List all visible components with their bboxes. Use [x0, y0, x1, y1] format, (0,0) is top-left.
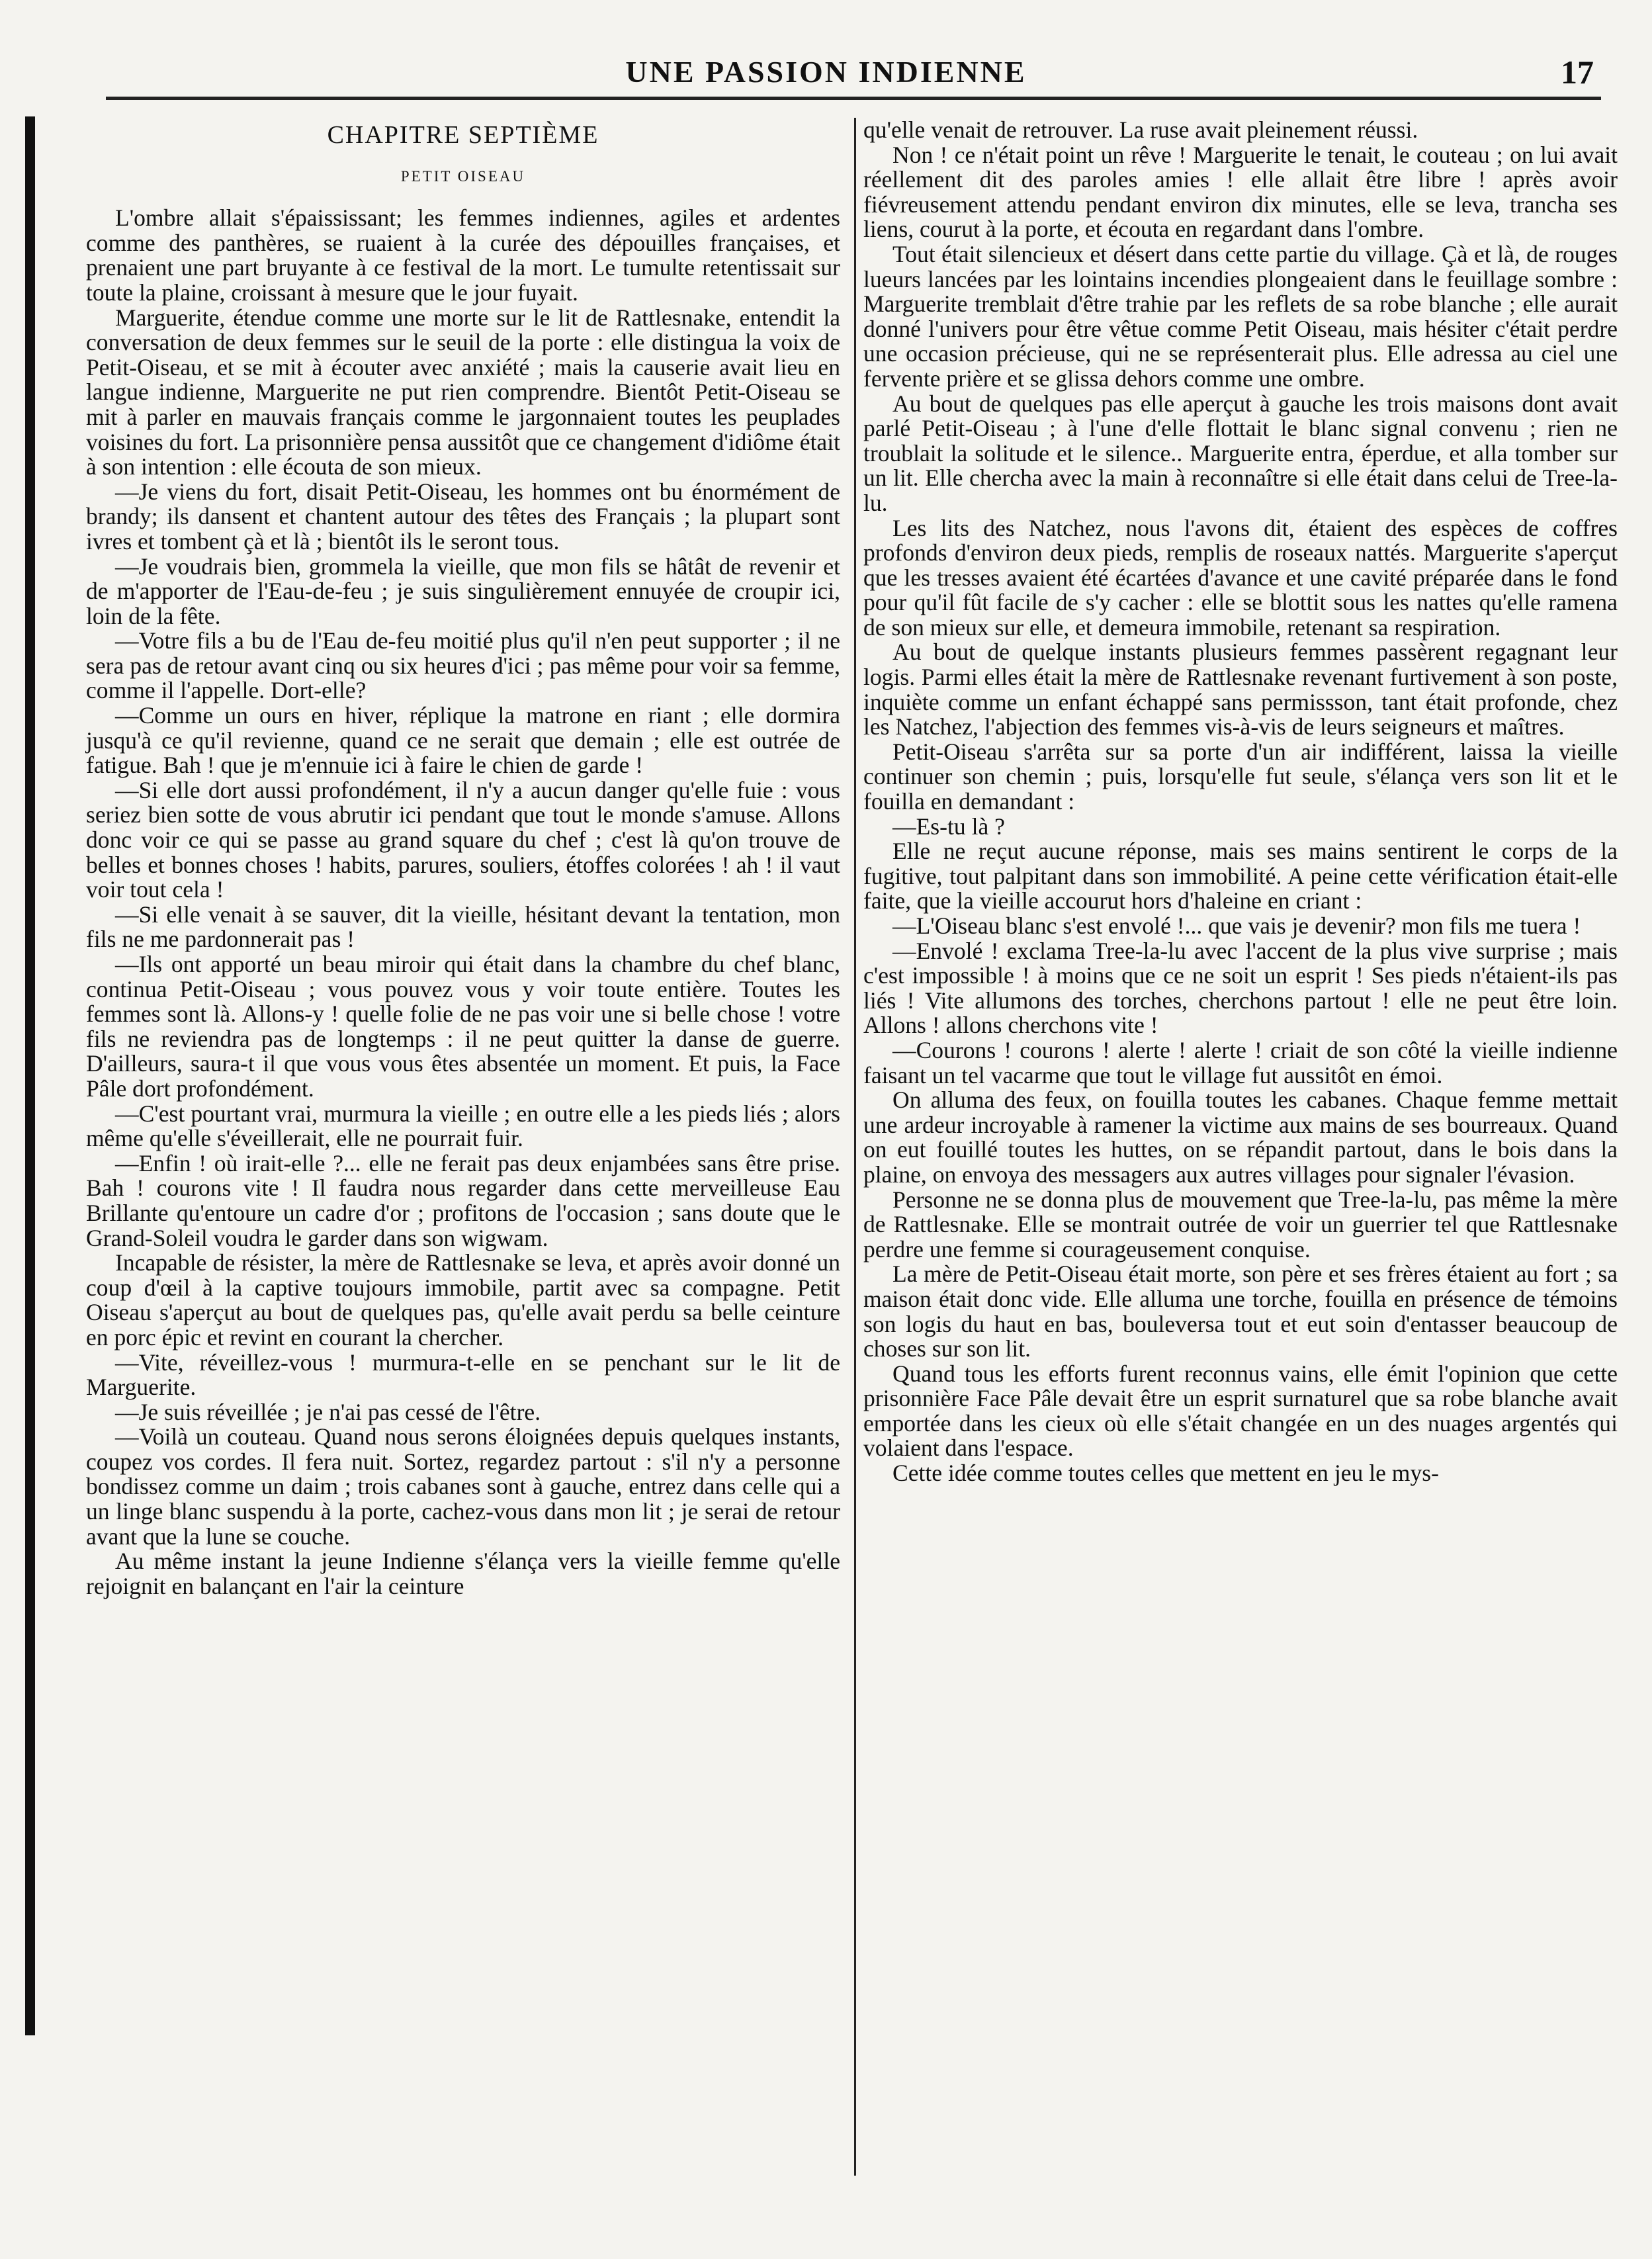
paragraph: L'ombre allait s'épaississant; les femmes indiennes, agiles et ardentes comme des panthères, se ruaient à la curée des dépouilles françaises, et prenaient une part bruyante à ce festival de la mort. Le tumulte retentissait sur toute la plaine, croissant à mesure que le jour fuyait. — [86, 204, 840, 306]
paragraph: —Courons ! courons ! alerte ! alerte ! criait de son côté la vieille indienne faisant un tel vacarme que tout le village fut aussitôt en émoi. — [863, 1036, 1618, 1088]
paragraph: Non ! ce n'était point un rêve ! Marguerite le tenait, le couteau ; on lui avait réellement dit des paroles amies ! elle allait être libre ! après avoir fiévreusement attendu pendant environ dix minutes, elle se leva, trancha ses liens, courut à la porte, et écouta en regardant dans l'ombre. — [863, 141, 1618, 243]
paragraph: On alluma des feux, on fouilla toutes les cabanes. Chaque femme mettait une ardeur incroyable à ramener la victime aux mains de ses bourreaux. Quand on eut fouillé toutes les huttes, on se répandit partout, dans le bois dans la plaine, on envoya des messagers aux autres villages pour signaler l'évasion. — [863, 1086, 1618, 1188]
paragraph: Au même instant la jeune Indienne s'élança vers la vieille femme qu'elle rejoignit en balançant en l'air la ceinture — [86, 1548, 840, 1599]
paragraph: Les lits des Natchez, nous l'avons dit, étaient des espèces de coffres profonds d'environ deux pieds, remplis de roseaux nattés. Marguerite s'aperçut que les tresses avaient été écartées d'avance et une cavité préparée dans le fond pour qu'il fût facile de s'y cacher : elle se blottit sous les nattes qu'elle ramena de son mieux sur elle, et demeura immobile, retenant sa respiration. — [863, 514, 1618, 641]
paragraph: Tout était silencieux et désert dans cette partie du village. Çà et là, de rouges lueurs lancées par les lointains incendies plongeaient dans le feuillage sombre : Marguerite tremblait d'être trahie par les reflets de sa robe blanche ; elle aurait donné l'univers pour être vêtue comme Petit Oiseau, mais hésiter c'était perdre une occasion précieuse, qui ne se représenterait plus. Elle adressa au ciel une fervente prière et se glissa dehors comme une ombre. — [863, 240, 1618, 392]
paragraph: —Je suis réveillée ; je n'ai pas cessé de l'être. — [115, 1398, 541, 1425]
paragraph: Cette idée comme toutes celles que mettent en jeu le mys- — [892, 1460, 1439, 1487]
paragraph: —Si elle dort aussi profondément, il n'y a aucun danger qu'elle fuie : vous seriez bien sotte de vous abrutir ici pendant que tout le monde s'amuse. Allons donc voir ce qui se passe au grand square du chef ; c'est là qu'on trouve de belles et bonnes choses ! habits, parures, souliers, étoffes colorées ! ah ! il vaut voir tout cela ! — [86, 776, 840, 903]
paragraph: —Je viens du fort, disait Petit-Oiseau, les hommes ont bu énormément de brandy; ils dansent et chantent autour des têtes des Français ; la plupart sont ivres et tombent çà et là ; bientôt ils le seront tous. — [86, 478, 840, 554]
paragraph: —C'est pourtant vrai, murmura la vieille ; en outre elle a les pieds liés ; alors même qu'elle s'éveillerait, elle ne pourrait fuir. — [86, 1100, 840, 1152]
paragraph: Petit-Oiseau s'arrêta sur sa porte d'un air indifférent, laissa la vieille continuer son chemin ; puis, lorsqu'elle fut seule, s'élança vers son lit et le fouilla en demandant : — [863, 738, 1618, 815]
paragraph: —Votre fils a bu de l'Eau de-feu moitié plus qu'il n'en peut supporter ; il ne sera pas de retour avant cinq ou six heures d'ici ; pas même pour voir sa femme, comme il l'appelle. Dort-elle? — [86, 627, 840, 704]
paragraph: —Enfin ! où irait-elle ?... elle ne ferait pas deux enjambées sans être prise. Bah ! courons vite ! Il faudra nous regarder dans cette merveilleuse Eau Brillante qu'entoure un cadre d'or ; profitons de l'occasion ; sans doute que le Grand-Soleil voudra le garder dans son wigwam. — [86, 1149, 840, 1251]
paragraph: La mère de Petit-Oiseau était morte, son père et ses frères étaient au fort ; sa maison était donc vide. Elle alluma une torche, fouilla en présence de témoins son logis du haut en bas, bouleversa tout et eut soin d'entasser beaucoup de choses sur son lit. — [863, 1261, 1618, 1362]
paragraph: —Ils ont apporté un beau miroir qui était dans la chambre du chef blanc, continua Petit-Oiseau ; vous pouvez vous y voir toute entière. Toutes les femmes sont là. Allons-y ! quelle folie de ne pas voir une si belle chose ! votre fils ne reviendra pas de longtemps : il ne peut quitter la danse de guerre. D'ailleurs, saura-t il que vous vous êtes absentée un moment. Et puis, la Face Pâle dort profondément. — [86, 951, 840, 1102]
margin-bar — [25, 116, 35, 2035]
paragraph: Elle ne reçut aucune réponse, mais ses mains sentirent le corps de la fugitive, tout palpitant dans son immobilité. A peine cette vérification était-elle faite, que la vieille accourut hors d'haleine en criant : — [863, 838, 1618, 914]
paragraph: Incapable de résister, la mère de Rattlesnake se leva, et après avoir donné un coup d'œil à la captive toujours immobile, partit avec sa compagne. Petit Oiseau s'aperçut au bout de quelques pas, qu'elle avait perdu sa belle ceinture en porc épic et revint en courant la chercher. — [86, 1249, 840, 1351]
paragraph: —Si elle venait à se sauver, dit la vieille, hésitant devant la tentation, mon fils ne me pardonnerait pas ! — [86, 901, 840, 953]
left-column — [86, 118, 840, 1599]
chapter-subtitle: PETIT OISEAU — [400, 167, 526, 185]
column-divider — [854, 118, 856, 2176]
paragraph: —Comme un ours en hiver, réplique la matrone en riant ; elle dormira jusqu'à ce qu'il revienne, quand ce ne serait que demain ; elle est outrée de fatigue. Bah ! que je m'ennuie ici à faire le chien de garde ! — [86, 702, 840, 779]
paragraph-continued: qu'elle venait de retrouver. La ruse avait pleinement réussi. — [863, 116, 1418, 143]
page-number: 17 — [1561, 54, 1594, 91]
paragraph: Personne ne se donna plus de mouvement que Tree-la-lu, pas même la mère de Rattlesnake. Elle se montrait outrée de voir un guerrier tel que Rattlesnake perdre une femme si courageusement conquise. — [863, 1186, 1618, 1262]
paragraph: Marguerite, étendue comme une morte sur le lit de Rattlesnake, entendit la conversation de deux femmes sur le seuil de la porte : elle distingua la voix de Petit-Oiseau, et se mit à écouter avec anxiété ; mais la causerie avait lieu en langue indienne, Marguerite ne put rien comprendre. Bientôt Petit-Oiseau se mit à parler en mauvais français comme le jargonnaient toutes les peuplades voisines du fort. La prisonnière pensa aussitôt que ce changement d'idiôme était à son intention : elle écouta de son mieux. — [86, 304, 840, 480]
paragraph: —Es-tu là ? — [892, 813, 1005, 840]
header-rule — [106, 97, 1601, 100]
paragraph: Au bout de quelques pas elle aperçut à gauche les trois maisons dont avait parlé Petit-Oiseau ; à l'une d'elle flottait le blanc signal convenu ; rien ne troublait la solitude et le silence.. Marguerite entra, éperdue, et alla tomber sur un lit. Elle chercha avec la main à reconnaître si elle était dans celui de Tree-la-lu. — [863, 390, 1618, 516]
paragraph: —Envolé ! exclama Tree-la-lu avec l'accent de la plus vive surprise ; mais c'est impossible ! à moins que ce ne soit un esprit ! Ses pieds n'étaient-ils pas liés ! Vite allumons des torches, cherchons partout ! elle ne peut être loin. Allons ! allons cherchons vite ! — [863, 937, 1618, 1039]
right-column — [863, 118, 1618, 1486]
paragraph: Au bout de quelque instants plusieurs femmes passèrent regagnant leur logis. Parmi elles était la mère de Rattlesnake revenant furtivement à son poste, inquiète comme un enfant échappé sans permissson, tant était profonde, chez les Natchez, l'abjection des femmes vis-à-vis de leurs seigneurs et maîtres. — [863, 639, 1618, 740]
paragraph: Quand tous les efforts furent reconnus vains, elle émit l'opinion que cette prisonnière Face Pâle devait être un esprit surnaturel que sa robe blanche avait emportée dans les cieux où elle s'était changée en un des nuages argentés qui volaient dans l'espace. — [863, 1360, 1618, 1462]
paragraph: —Voilà un couteau. Quand nous serons éloignées depuis quelques instants, coupez vos cordes. Il fera nuit. Sortez, regardez partout : s'il n'y a personne bondissez comme un daim ; trois cabanes sont à gauche, entrez dans celle qui a un linge blanc suspendu à la porte, cachez-vous dans mon lit ; je serai de retour avant que la lune se couche. — [86, 1423, 840, 1550]
running-title: UNE PASSION INDIENNE — [625, 55, 1027, 89]
paragraph: —Vite, réveillez-vous ! murmura-t-elle en se penchant sur le lit de Marguerite. — [86, 1349, 840, 1401]
chapter-title: CHAPITRE SEPTIÈME — [327, 121, 599, 149]
paragraph: —Je voudrais bien, grommela la vieille, que mon fils se hâtât de revenir et de m'apporter de l'Eau-de-feu ; je suis singulièrement ennuyée de croupir ici, loin de la fête. — [86, 553, 840, 629]
paragraph: —L'Oiseau blanc s'est envolé !... que vais je devenir? mon fils me tuera ! — [892, 912, 1581, 939]
